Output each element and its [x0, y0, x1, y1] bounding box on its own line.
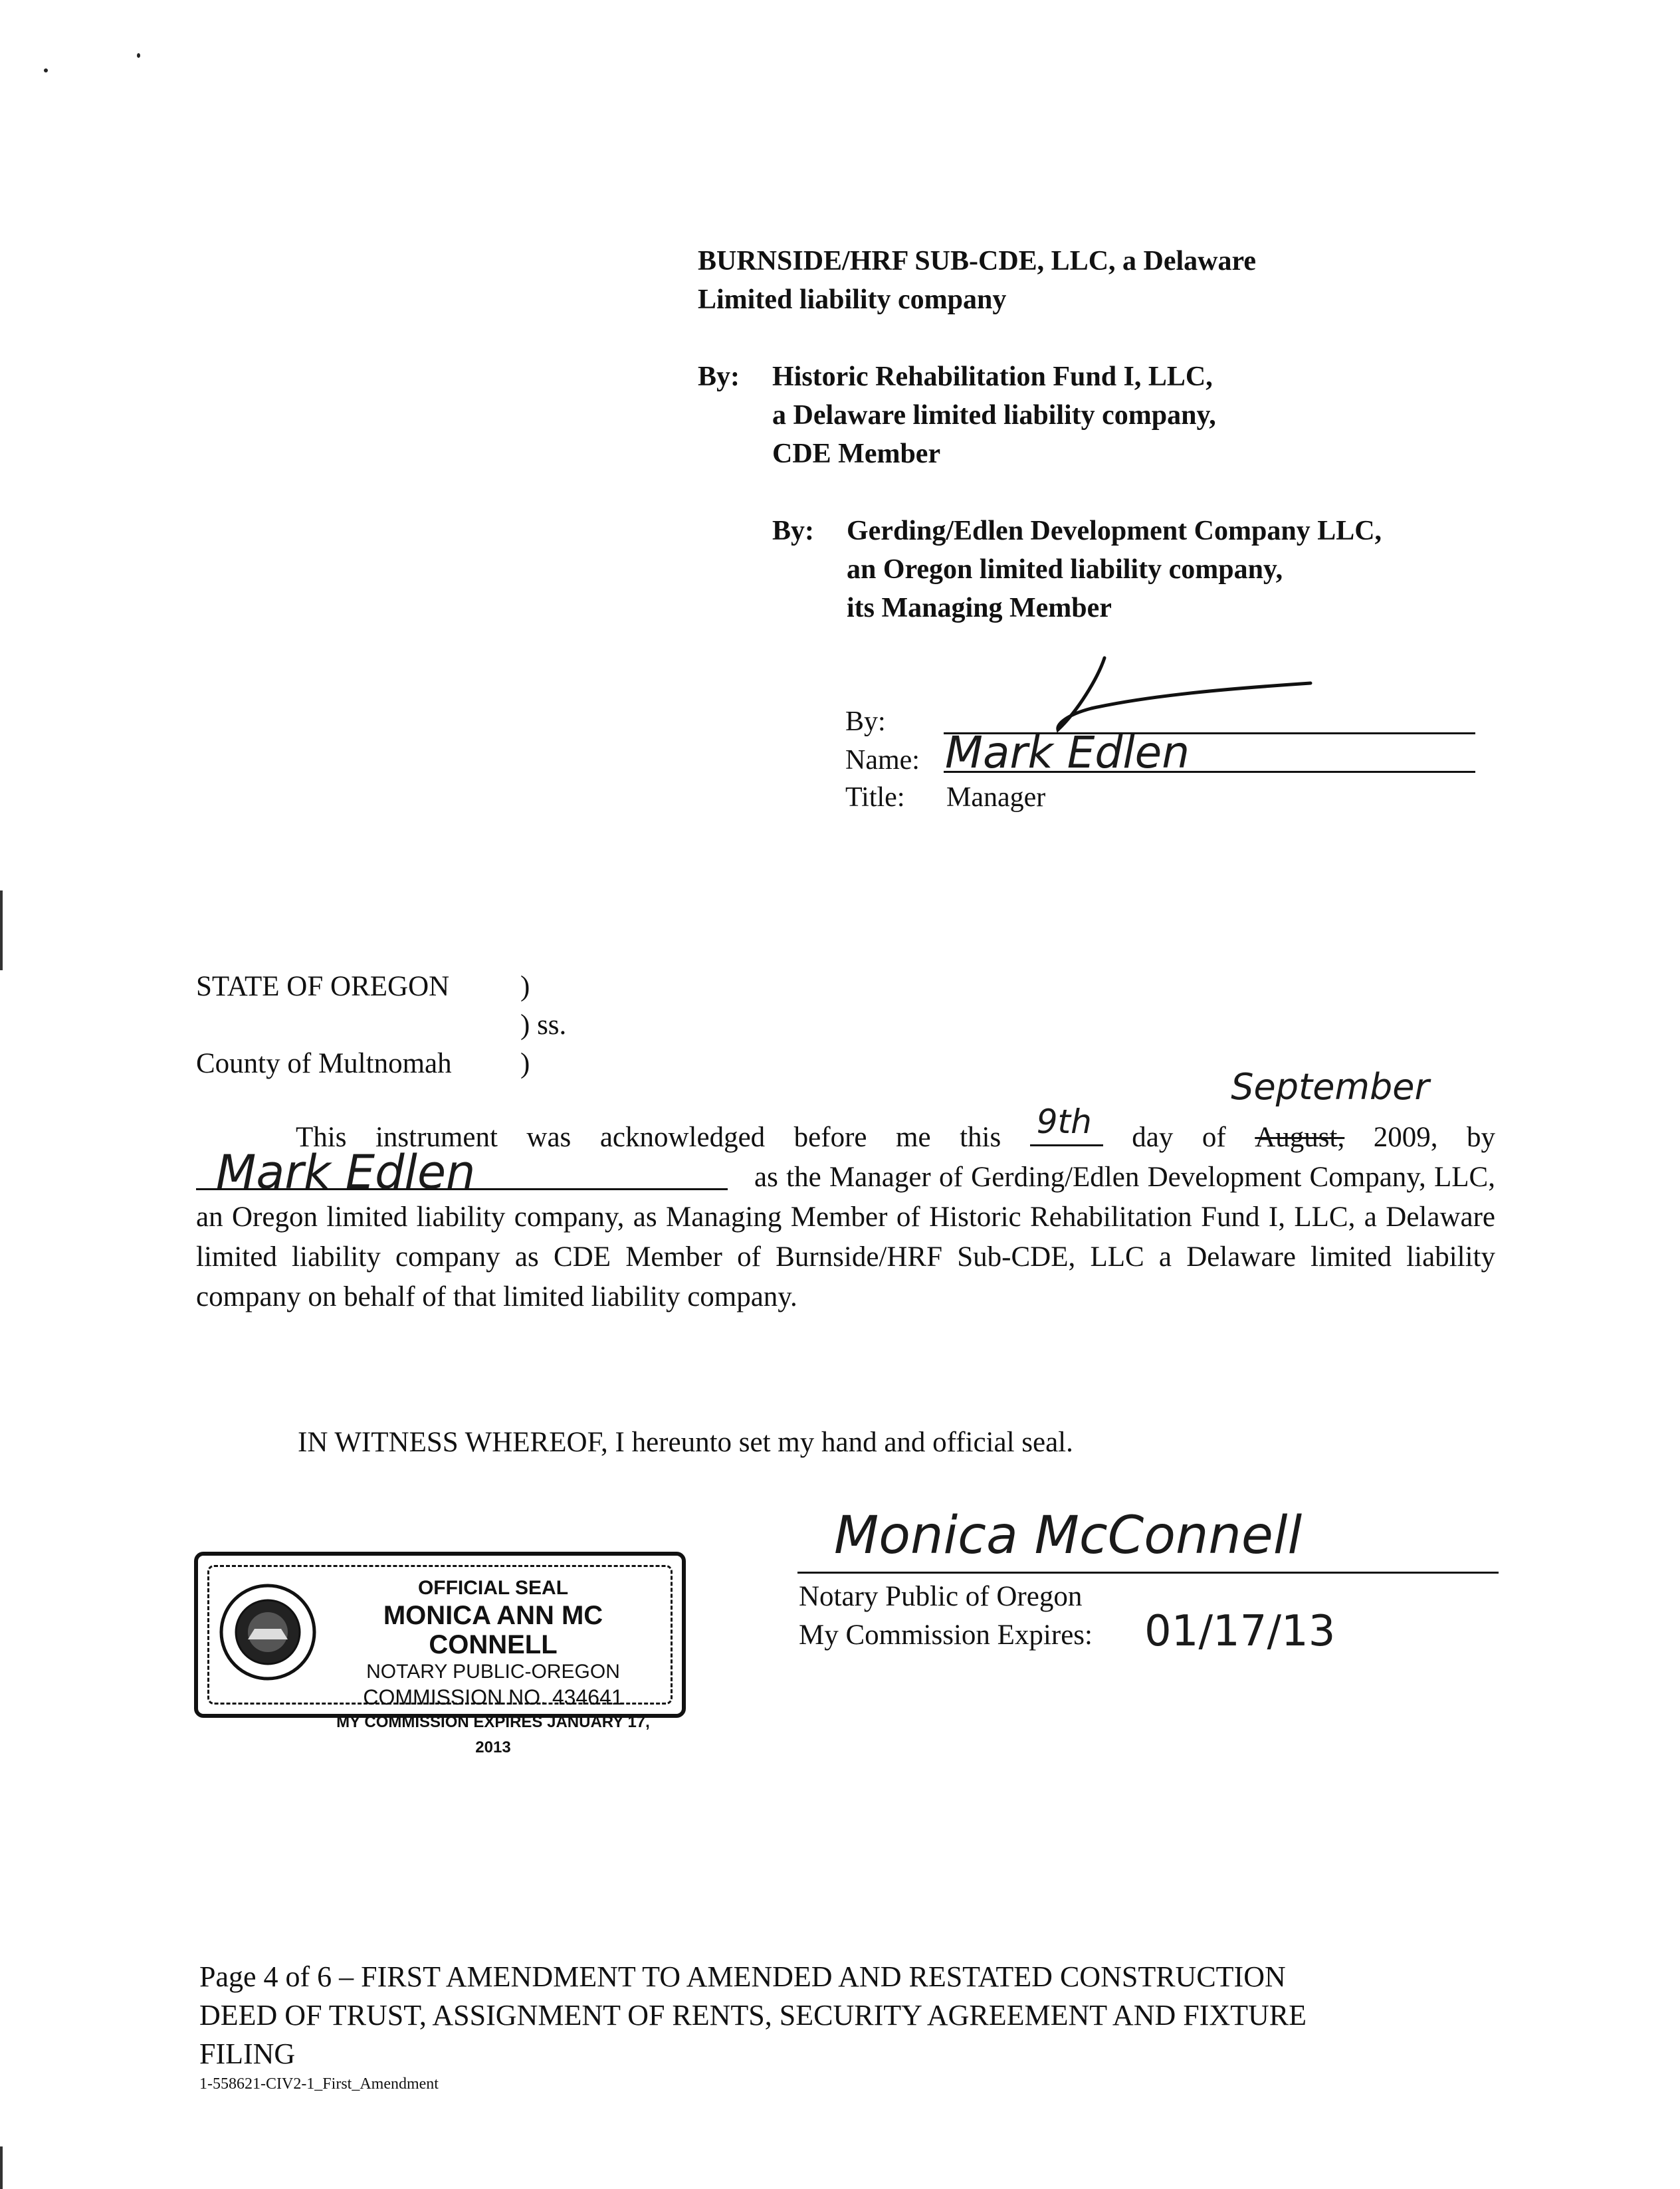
venue-state: STATE OF OREGON [196, 971, 450, 1002]
notary-signature: Monica McConnell [834, 1506, 1303, 1566]
ack-text-3: 2009, by [1373, 1122, 1496, 1153]
by1-line2: a Delaware limited liability company, [772, 400, 1216, 431]
venue-block [196, 968, 728, 1087]
by2-line3: its Managing Member [847, 593, 1112, 623]
ack-text-2: day of [1132, 1122, 1226, 1153]
witness-line: IN WITNESS WHEREOF, I hereunto set my hand and official seal. [298, 1427, 1073, 1458]
signature-block [845, 691, 1510, 817]
footer-line-2: DEED OF TRUST, ASSIGNMENT OF RENTS, SECURITY AGREEMENT AND FIXTURE [199, 1999, 1307, 2032]
scan-speck [137, 53, 140, 58]
seal-heading: OFFICIAL SEAL [417, 1577, 569, 1599]
entity-block [698, 242, 1628, 319]
official-seal [194, 1552, 686, 1756]
acknowledgment-paragraph [196, 1066, 1496, 1317]
footer-line-3: FILING [199, 2037, 296, 2070]
day-handwritten: 9th [1036, 1102, 1092, 1141]
signer-handwritten: Mark Edlen [216, 1145, 476, 1199]
by-label: By: [845, 706, 886, 737]
by1-line3: CDE Member [772, 439, 941, 469]
venue-paren: ) [520, 971, 530, 1002]
footer [199, 1958, 1528, 2095]
by1-line1: Historic Rehabilitation Fund I, LLC, [772, 362, 1213, 392]
seal-notary-state: NOTARY PUBLIC-OREGON [366, 1661, 620, 1683]
seal-emblem-icon [218, 1582, 318, 1682]
day-blank [1030, 1102, 1103, 1146]
venue-paren: ) [520, 1048, 530, 1079]
by2-line1: Gerding/Edlen Development Company LLC, [847, 516, 1382, 546]
ack-text-4: as the Manager of Gerding/Edlen Development Company, LLC, an Oregon limited liability company, as Managing Member of Historic Rehabilitation Fund I, LLC, a Delaware limited liability company as CDE Member of Burnside/HRF Sub-CDE, LLC a Delaware limited liability company on behalf of that limited liability company. [196, 1162, 1495, 1312]
venue-county: County of Multnomah [196, 1048, 452, 1079]
by2-line2: an Oregon limited liability company, [847, 554, 1283, 585]
name-handwritten: Mark Edlen [945, 727, 1190, 778]
entity-type: Limited liability company [698, 284, 1007, 315]
seal-expiration: MY COMMISSION EXPIRES JANUARY 17, 2013 [336, 1713, 650, 1756]
notary-signature-line [797, 1572, 1499, 1574]
scan-edge-mark [0, 890, 3, 970]
title-label: Title: [845, 782, 905, 813]
month-struck: August, [1255, 1122, 1345, 1153]
seal-text [318, 1576, 669, 1760]
scan-edge-mark [0, 2146, 3, 2189]
entity-name: BURNSIDE/HRF SUB-CDE, LLC, a Delaware [698, 246, 1257, 276]
by1-label: By: [698, 362, 740, 392]
name-label: Name: [845, 745, 920, 776]
title-value: Manager [946, 782, 1046, 813]
by2-label: By: [772, 516, 814, 546]
notary-expires-label: My Commission Expires: [799, 1619, 1093, 1651]
ack-text-1: This instrument was acknowledged before me this [296, 1122, 1001, 1153]
venue-ss: ) ss. [520, 1009, 567, 1041]
name-line [944, 771, 1475, 773]
month-handwritten: September [1231, 1066, 1429, 1108]
document-id: 1-558621-CIV2-1_First_Amendment [199, 2075, 439, 2093]
footer-line-1: Page 4 of 6 – FIRST AMENDMENT TO AMENDED AND RESTATED CONSTRUCTION [199, 1960, 1286, 1993]
seal-notary-name: MONICA ANN MC CONNELL [383, 1601, 603, 1659]
seal-commission-no: COMMISSION NO. 434641 [363, 1685, 623, 1709]
signer-blank [196, 1145, 728, 1199]
notary-expires-handwritten: 01/17/13 [1144, 1607, 1336, 1656]
notary-title: Notary Public of Oregon [799, 1581, 1083, 1612]
scan-speck [44, 68, 48, 72]
